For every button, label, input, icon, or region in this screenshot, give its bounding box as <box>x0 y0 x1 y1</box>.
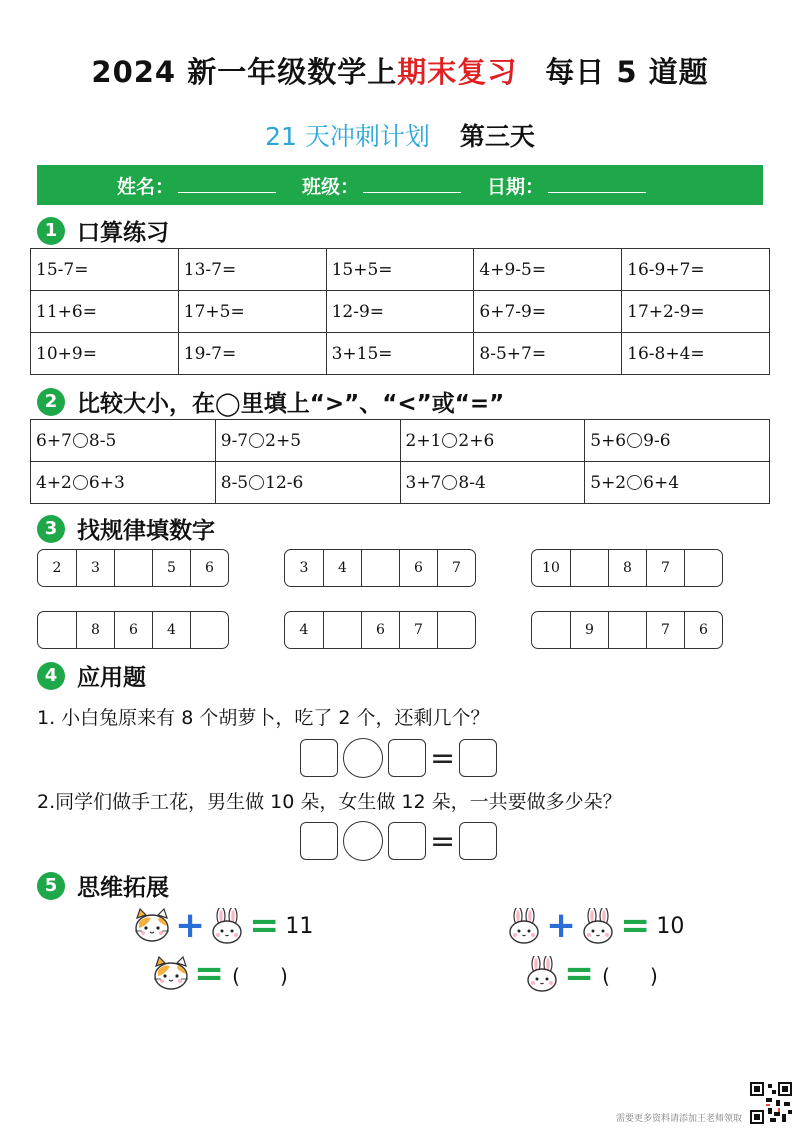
left-expression: 6+7 <box>36 430 72 451</box>
mental-math-cell[interactable]: 10+9= <box>31 333 179 375</box>
class-field[interactable]: 班级： <box>302 172 461 199</box>
right-expression: 6+3 <box>88 472 125 493</box>
bunny-icon <box>506 908 542 944</box>
section-title: 比较大小，在◯里填上“>”、“<”或“=” <box>77 391 505 417</box>
sequence-cell[interactable]: 7 <box>646 612 684 648</box>
mental-math-cell[interactable]: 15-7= <box>31 249 179 291</box>
section-number-badge: 5 <box>37 872 65 900</box>
answer-box[interactable] <box>459 822 497 860</box>
section-3-header <box>37 512 215 545</box>
sequence-cell[interactable] <box>38 612 76 648</box>
mental-math-cell[interactable]: 3+15= <box>326 333 474 375</box>
section-4-header <box>37 659 146 692</box>
puzzle-left-row-1 <box>133 906 313 946</box>
mental-math-cell[interactable]: 8-5+7= <box>474 333 622 375</box>
table-row <box>31 249 770 291</box>
section-number-badge: 4 <box>37 662 65 690</box>
bunny-icon <box>209 908 245 944</box>
section-title: 找规律填数字 <box>77 518 215 544</box>
table-row <box>31 291 770 333</box>
sequence-cell[interactable]: 6 <box>684 612 722 648</box>
number-sequence <box>37 549 229 587</box>
plus-icon: + <box>546 905 577 946</box>
sequence-cell[interactable] <box>608 612 646 648</box>
sequence-cell[interactable]: 8 <box>608 550 646 586</box>
compare-circle[interactable] <box>249 475 264 490</box>
compare-circle[interactable] <box>627 433 642 448</box>
sequence-cell[interactable]: 6 <box>399 550 437 586</box>
subtitle <box>0 117 800 153</box>
answer-box[interactable] <box>388 822 426 860</box>
sequence-cell[interactable]: 4 <box>152 612 190 648</box>
left-expression: 5+2 <box>590 472 627 493</box>
table-row <box>31 462 770 504</box>
compare-cell <box>215 420 400 462</box>
puzzle-total: 11 <box>285 913 314 939</box>
sequence-cell[interactable] <box>323 612 361 648</box>
student-info-bar <box>37 165 763 205</box>
section-title: 口算练习 <box>77 220 169 246</box>
equals-icon: = <box>620 905 651 946</box>
sequence-cell[interactable] <box>190 612 228 648</box>
sequence-cell[interactable]: 6 <box>190 550 228 586</box>
answer-box[interactable] <box>300 739 338 777</box>
number-sequence <box>284 611 476 649</box>
compare-cell <box>400 420 585 462</box>
sequence-cell[interactable]: 3 <box>76 550 114 586</box>
compare-cell <box>31 420 216 462</box>
left-expression: 5+6 <box>590 430 627 451</box>
plus-icon: + <box>175 905 206 946</box>
sequence-cell[interactable] <box>570 550 608 586</box>
compare-circle[interactable] <box>442 475 457 490</box>
right-expression: 8-5 <box>88 430 117 451</box>
answer-box[interactable] <box>459 739 497 777</box>
answer-boxes-2 <box>300 821 497 861</box>
qr-code-icon[interactable] <box>748 1080 794 1126</box>
mental-math-cell[interactable]: 13-7= <box>178 249 326 291</box>
section-title: 思维拓展 <box>77 875 169 901</box>
compare-circle[interactable] <box>627 475 642 490</box>
equals-sign: = <box>430 823 456 859</box>
plan-label: 21 天冲刺计划 <box>265 122 430 151</box>
number-sequence <box>284 549 476 587</box>
title-prefix: 2024 新一年级数学上 <box>91 55 398 89</box>
sequence-cell[interactable]: 4 <box>299 622 309 638</box>
puzzle-right-row-1 <box>506 906 684 946</box>
sequence-cell[interactable] <box>532 612 570 648</box>
word-problem-2: 2.同学们做手工花，男生做 10 朵，女生做 12 朵，一共要做多少朵？ <box>37 791 622 813</box>
left-expression: 9-7 <box>220 430 249 451</box>
sequence-cell[interactable]: 4 <box>323 550 361 586</box>
section-number-badge: 3 <box>37 515 65 543</box>
compare-cell <box>585 462 770 504</box>
mental-math-table <box>30 248 770 375</box>
day-label: 第三天 <box>459 122 535 151</box>
sequence-cell[interactable] <box>684 550 722 586</box>
left-expression: 8-5 <box>220 472 249 493</box>
operator-circle[interactable] <box>343 738 383 778</box>
answer-blank[interactable]: ( ) <box>232 963 288 988</box>
puzzle-left-row-2 <box>152 954 288 994</box>
compare-cell <box>585 420 770 462</box>
mental-math-cell[interactable]: 4+9-5= <box>474 249 622 291</box>
right-expression: 8-4 <box>458 472 486 493</box>
mental-math-cell[interactable]: 19-7= <box>178 333 326 375</box>
sequence-cell[interactable] <box>437 612 475 648</box>
right-expression: 2+6 <box>458 430 495 451</box>
sequence-cell[interactable] <box>361 550 399 586</box>
sequence-cell[interactable] <box>114 550 152 586</box>
cat-icon <box>133 908 171 944</box>
compare-circle[interactable] <box>73 475 88 490</box>
section-1-header <box>37 214 169 247</box>
answer-box[interactable] <box>300 822 338 860</box>
table-row <box>31 333 770 375</box>
section-title: 应用题 <box>77 665 146 691</box>
mental-math-cell[interactable]: 6+7-9= <box>474 291 622 333</box>
mental-math-cell[interactable]: 12-9= <box>326 291 474 333</box>
compare-circle[interactable] <box>442 433 457 448</box>
equals-icon: = <box>194 953 225 994</box>
sequence-cell[interactable]: 6 <box>361 612 399 648</box>
mental-math-cell[interactable]: 17+5= <box>178 291 326 333</box>
sequence-cell[interactable]: 3 <box>299 560 309 576</box>
right-expression: 12-6 <box>265 472 304 493</box>
section-number-badge: 2 <box>37 388 65 416</box>
number-sequence <box>531 549 723 587</box>
compare-circle[interactable] <box>73 433 88 448</box>
section-number-badge: 1 <box>37 217 65 245</box>
compare-table <box>30 419 770 504</box>
answer-blank[interactable]: ( ) <box>602 963 658 988</box>
sequence-cell[interactable]: 9 <box>570 612 608 648</box>
table-row <box>31 420 770 462</box>
mental-math-cell[interactable]: 16-9+7= <box>622 249 770 291</box>
compare-cell <box>215 462 400 504</box>
name-field[interactable]: 姓名： <box>117 172 276 199</box>
compare-cell <box>400 462 585 504</box>
sequence-cell[interactable]: 5 <box>152 550 190 586</box>
left-expression: 4+2 <box>36 472 72 493</box>
compare-circle[interactable] <box>249 433 264 448</box>
operator-circle[interactable] <box>343 821 383 861</box>
sequence-cell[interactable]: 2 <box>52 560 62 576</box>
mental-math-cell[interactable]: 16-8+4= <box>622 333 770 375</box>
bunny-icon <box>524 956 560 992</box>
right-expression: 2+5 <box>265 430 302 451</box>
mental-math-cell[interactable]: 17+2-9= <box>622 291 770 333</box>
sequence-cell[interactable]: 7 <box>399 612 437 648</box>
puzzle-right-row-2 <box>524 954 658 994</box>
puzzle-total: 10 <box>656 913 685 939</box>
title-suffix: 每日 5 道题 <box>545 55 709 89</box>
sequence-cell[interactable]: 7 <box>437 550 475 586</box>
answer-box[interactable] <box>388 739 426 777</box>
compare-cell <box>31 462 216 504</box>
answer-boxes-1 <box>300 738 497 778</box>
page-title <box>0 50 800 91</box>
date-field[interactable]: 日期： <box>487 172 646 199</box>
number-sequence <box>531 611 723 649</box>
left-expression: 3+7 <box>405 472 442 493</box>
equals-icon: = <box>564 953 595 994</box>
title-highlight: 期末复习 <box>397 55 518 89</box>
sequence-cell[interactable]: 10 <box>542 560 560 576</box>
mental-math-cell[interactable]: 15+5= <box>326 249 474 291</box>
sequence-cell[interactable]: 7 <box>646 550 684 586</box>
cat-icon <box>152 956 190 992</box>
right-expression: 6+4 <box>643 472 680 493</box>
word-problem-1: 1. 小白兔原来有 8 个胡萝卜，吃了 2 个，还剩几个？ <box>37 707 490 729</box>
equals-icon: = <box>249 905 280 946</box>
sequence-cell[interactable]: 6 <box>114 612 152 648</box>
equals-sign: = <box>430 740 456 776</box>
right-expression: 9-6 <box>643 430 671 451</box>
section-2-header <box>37 385 504 418</box>
mental-math-cell[interactable]: 11+6= <box>31 291 179 333</box>
left-expression: 2+1 <box>405 430 442 451</box>
section-5-header <box>37 869 169 902</box>
number-sequence <box>37 611 229 649</box>
sequence-cell[interactable]: 8 <box>76 612 114 648</box>
bunny-icon <box>580 908 616 944</box>
footer-note: 需要更多资料请添加王老师领取 <box>615 1114 742 1124</box>
